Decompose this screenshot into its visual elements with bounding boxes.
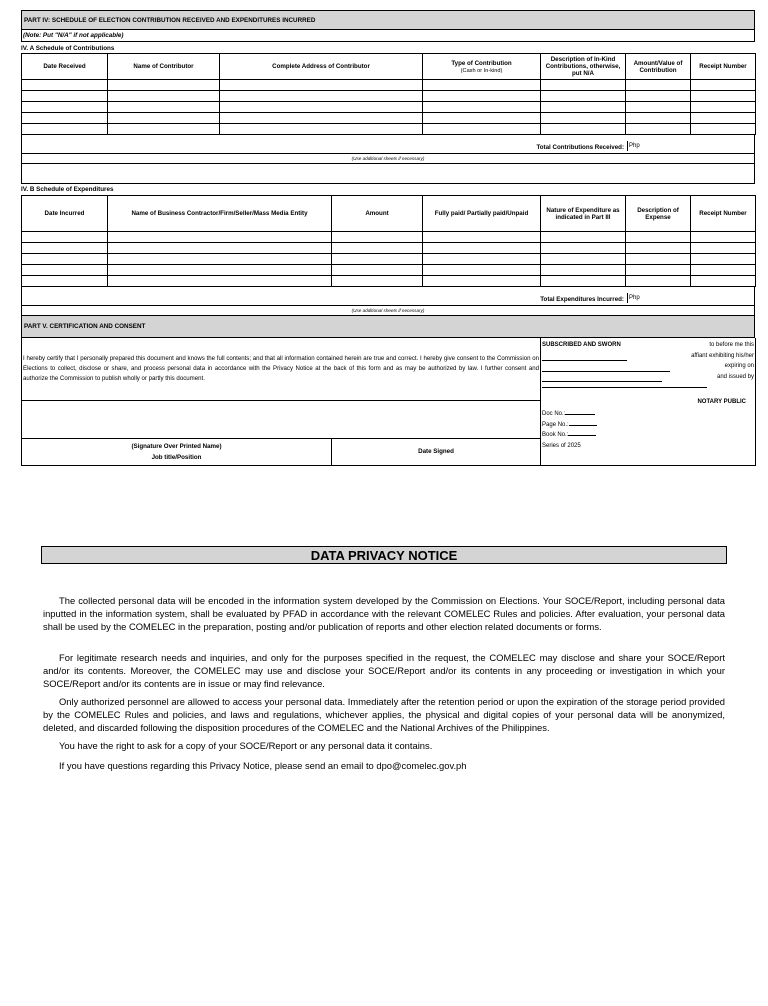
col-type-contribution: Type of Contribution (Cash or In-kind) [423,54,541,80]
part4-title: PART IV: SCHEDULE OF ELECTION CONTRIBUTION RECEIVED AND EXPENDITURES INCURRED [21,10,755,30]
total-contributions [21,135,755,154]
col-description-expense: Description of Expense [626,196,691,232]
job-title-label: Job title/Position [151,453,202,461]
exp-header-row [22,196,756,232]
doc-no-blank[interactable] [565,414,595,415]
col-payment-status: Fully paid/ Partially paid/Unpaid [423,196,541,232]
col-date-incurred: Date Incurred [22,196,108,232]
col-amount-value: Amount/Value of Contribution [626,54,691,80]
col-nature-expenditure: Nature of Expenditure as indicated in Part III [541,196,626,232]
col-inkind-description: Description of In-Kind Contributions, otherwise, put N/A [541,54,626,80]
page-no-blank[interactable] [569,425,597,426]
na-note: (Note: Put "N/A" if not applicable) [21,30,755,42]
signature-label: (Signature Over Printed Name) [131,442,222,450]
privacy-paragraph-4: You have the right to ask for a copy of your SOCE/Report or any personal data it contains. [59,740,433,751]
sworn-rest: to before me this [709,342,755,348]
contrib-row[interactable] [22,124,756,135]
spacer [21,164,755,184]
contrib-row[interactable] [22,80,756,91]
total-expenditures [21,287,755,306]
exp-row[interactable] [22,232,756,243]
exp-row[interactable] [22,254,756,265]
total-exp-label: Total Expenditures Incurred: [540,296,624,303]
affiant-text: affiant exhibiting his/her [691,352,755,359]
total-contrib-value[interactable]: Php [629,143,640,149]
doc-no-label: Doc No.: [542,411,566,417]
privacy-title: DATA PRIVACY NOTICE [41,546,727,564]
privacy-paragraph-2: For legitimate research needs and inquiries, and only for the purposes specified in the request, the COMELEC may disclose and share your SOCE/Report and/or its contents. Moreover, the COMELEC may use and disclose your SOCE/Report and/or its contents in any proceeding or investigation in which your SOCE/Report and/or its contents are in issue or may find relevance. [43,652,725,689]
total-contrib-label: Total Contributions Received: [536,144,624,151]
exp-row[interactable] [22,265,756,276]
type-sub: (Cash or In-kind) [460,67,503,74]
contrib-row[interactable] [22,91,756,102]
privacy-paragraph-5: If you have questions regarding this Privacy Notice, please send an email to dpo@comelec.gov.ph [59,760,467,771]
notary-public-label: NOTARY PUBLIC [697,398,747,405]
col-amount: Amount [332,196,423,232]
soce-form [21,10,755,466]
page-no-label: Page No.: [542,421,569,428]
privacy-notice [41,546,727,771]
contrib-header-row [22,54,756,80]
sworn-bold: SUBSCRIBED AND SWORN [542,342,621,348]
col-exp-receipt-number: Receipt Number [691,196,756,232]
col-receipt-number: Receipt Number [691,54,756,80]
contributions-table [21,53,756,135]
expenditures-table [21,195,756,287]
additional-sheets-note-2: (Use additional sheets if necessary) [21,306,755,316]
id-blank[interactable] [542,361,670,372]
notary-block [541,338,756,465]
col-business-name: Name of Business Contractor/Firm/Seller/Mass Media Entity [108,196,332,232]
contrib-row[interactable] [22,113,756,124]
signature-area[interactable] [22,400,541,438]
exp-row[interactable] [22,243,756,254]
additional-sheets-note: (Use additional sheets if necessary) [21,154,755,164]
contrib-row[interactable] [22,102,756,113]
book-no-blank[interactable] [568,435,596,436]
section-iva-title: IV. A Schedule of Contributions [21,45,115,52]
privacy-paragraph-3: Only authorized personnel are allowed to access your personal data. Immediately after the retention period or upon the expiration of the storage period provided by the COMELEC Rules and policies, and laws and regulations, whichever applies, the physical and digital copies of your personal data will be anonymized, deleted, and discarded following the disposition procedures of the COMELEC and the National Archives of the Philippines. [43,696,725,733]
col-name-contributor: Name of Contributor [108,54,220,80]
signature-label-cell [22,438,332,465]
col-address-contributor: Complete Address of Contributor [220,54,423,80]
certification-text: I hereby certify that I personally prepared this document and knows the full contents; and that all information contained herein are true and correct. I hereby give consent to the Commission on Elections to collect, disclose or share, and process personal data in accordance with the Privacy Notice at the back of this form and as may be authorized by law. I further consent and authorize the Commission to publish wholly or partly this document. [22,338,541,400]
book-no-label: Book No.: [542,432,569,438]
issuer-blank[interactable] [542,387,707,388]
series-label: Series of 2025 [542,442,581,449]
date-blank[interactable] [542,351,627,362]
privacy-paragraph-1: The collected personal data will be encoded in the information system developed by the Commission on Elections. Your SOCE/Report, including personal data inputted in the information system, shall be evaluated by PFAD in accordance with the relevant COMELEC Rules and policies. After evaluation, your personal data shall be used by the COMELEC in the preparation, posting and/or publication of reports and other election related documents or forms. [43,595,725,632]
expiring-text: expiring on [724,363,755,369]
total-exp-value[interactable]: Php [629,295,640,301]
section-ivb-title: IV. B Schedule of Expenditures [21,186,114,193]
expiry-blank[interactable] [542,372,662,383]
part5-title: PART V. CERTIFICATION AND CONSENT [21,316,755,338]
exp-row[interactable] [22,276,756,287]
col-date-received: Date Received [22,54,108,80]
certification-table [21,338,756,466]
date-signed-label: Date Signed [332,438,541,465]
issued-text: and issued by [716,373,755,380]
